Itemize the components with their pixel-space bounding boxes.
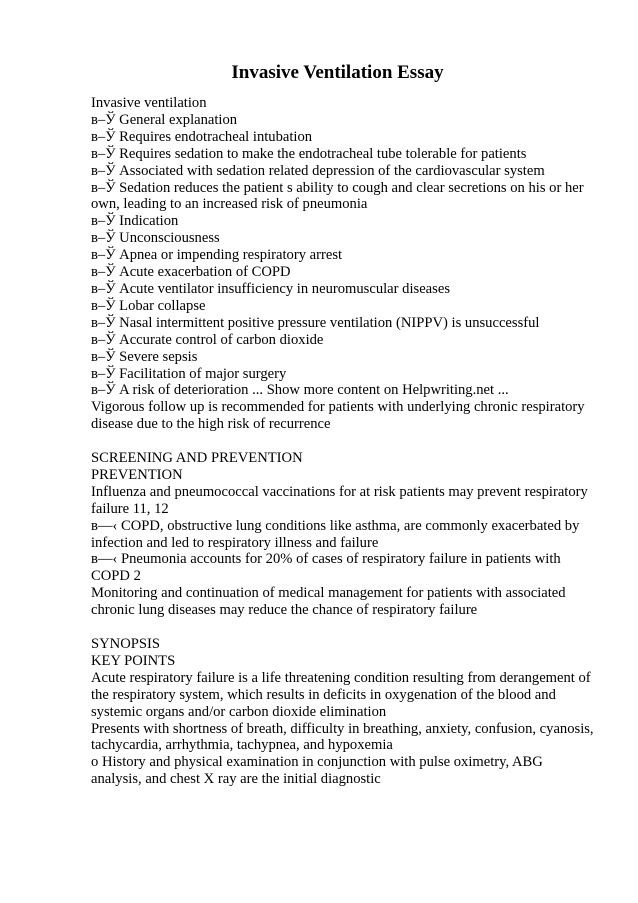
text-line: в–Ў Indication: [91, 213, 179, 230]
text-line: Acute respiratory failure is a life threatening condition resulting from derangement of: [91, 669, 591, 686]
text-line: SCREENING AND PREVENTION: [91, 450, 303, 467]
text-line: disease due to the high risk of recurrence: [91, 416, 331, 433]
text-line: systemic organs and/or carbon dioxide elimination: [91, 703, 387, 720]
paragraph-gap: [91, 433, 598, 450]
document-title: Invasive Ventilation Essay: [231, 62, 444, 83]
text-line: Presents with shortness of breath, difficulty in breathing, anxiety, confusion, cyanosis,: [91, 720, 594, 737]
text-line: в–Ў Accurate control of carbon dioxide: [91, 331, 324, 348]
text-line: SYNOPSIS: [91, 635, 160, 652]
text-line: в–Ў Acute ventilator insufficiency in neuromuscular diseases: [91, 280, 450, 297]
text-line: o History and physical examination in conjunction with pulse oximetry, ABG: [91, 754, 543, 771]
text-line: Vigorous follow up is recommended for patients with underlying chronic respiratory: [91, 399, 585, 416]
text-line: analysis, and chest X ray are the initial diagnostic: [91, 771, 381, 788]
text-line: KEY POINTS: [91, 652, 176, 669]
text-line: в–Ў Requires sedation to make the endotracheal tube tolerable for patients: [91, 145, 527, 162]
text-line: в–Ў Nasal intermittent positive pressure ventilation (NIPPV) is unsuccessful: [91, 314, 540, 331]
text-line: the respiratory system, which results in deficits in oxygenation of the blood and: [91, 686, 556, 703]
text-line: chronic lung diseases may reduce the chance of respiratory failure: [91, 602, 478, 619]
text-line: tachycardia, arrhythmia, tachypnea, and hypoxemia: [91, 737, 393, 754]
paragraph-gap: [91, 619, 598, 636]
text-line: failure 11, 12: [91, 500, 169, 517]
text-line: в—‹ COPD, obstructive lung conditions like asthma, are commonly exacerbated by: [91, 517, 580, 534]
text-line: в–Ў Facilitation of major surgery: [91, 365, 287, 382]
text-line: Influenza and pneumococcal vaccinations for at risk patients may prevent respiratory: [91, 483, 588, 500]
text-line: в–Ў A risk of deterioration ... Show more content on Helpwriting.net ...: [91, 382, 509, 399]
text-line: infection and led to respiratory illness and failure: [91, 534, 379, 551]
text-line: в–Ў Severe sepsis: [91, 348, 198, 365]
text-line: Invasive ventilation: [91, 95, 207, 111]
text-line: в—‹ Pneumonia accounts for 20% of cases of respiratory failure in patients with: [91, 551, 561, 568]
text-line: в–Ў Requires endotracheal intubation: [91, 128, 313, 145]
text-line: в–Ў General explanation: [91, 111, 238, 128]
text-line: COPD 2: [91, 568, 141, 585]
text-line: own, leading to an increased risk of pneumonia: [91, 196, 368, 213]
text-line: в–Ў Sedation reduces the patient s ability to cough and clear secretions on his or her: [91, 179, 584, 196]
text-line: PREVENTION: [91, 466, 183, 483]
text-line: в–Ў Apnea or impending respiratory arrest: [91, 247, 343, 264]
text-line: Monitoring and continuation of medical management for patients with associated: [91, 585, 566, 602]
text-line: в–Ў Lobar collapse: [91, 297, 206, 314]
text-line: в–Ў Unconsciousness: [91, 230, 220, 247]
text-line: в–Ў Associated with sedation related depression of the cardiovascular system: [91, 162, 545, 179]
text-line: в–Ў Acute exacerbation of COPD: [91, 264, 291, 281]
document-body: [91, 95, 598, 788]
